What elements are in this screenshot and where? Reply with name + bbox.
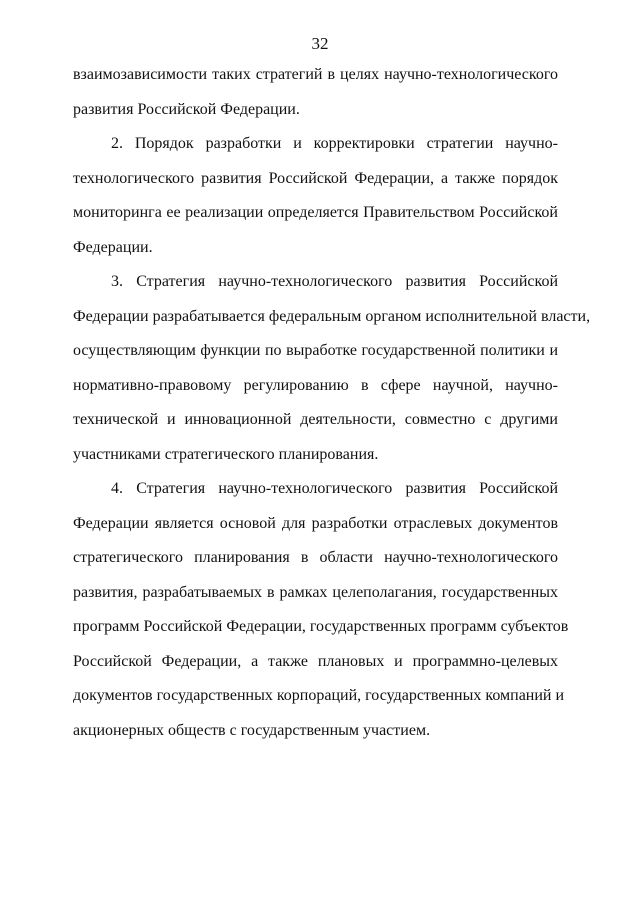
text-line: осуществляющим функции по выработке государственной политики и <box>73 342 558 359</box>
text-line: развития Российской Федерации. <box>73 100 300 118</box>
text-line: Федерации является основой для разработки отраслевых документов <box>73 514 558 532</box>
text-line: Федерации. <box>73 238 153 256</box>
document-body <box>73 64 591 754</box>
paragraph-4 <box>73 478 569 754</box>
text-line: технологического развития Российской Федерации, а также порядок <box>73 169 558 187</box>
text-line: 4. Стратегия научно-технологического развития Российской <box>111 480 558 497</box>
text-line: нормативно-правовому регулированию в сфере научной, научно- <box>73 376 558 394</box>
text-line: программ Российской Федерации, государственных программ субъектов <box>73 618 569 635</box>
text-line: 2. Порядок разработки и корректировки стратегии научно- <box>111 135 558 152</box>
text-line: документов государственных корпораций, государственных компаний и <box>73 687 565 704</box>
paragraph-3 <box>73 271 591 478</box>
paragraph-continuation <box>73 64 558 133</box>
text-line: взаимозависимости таких стратегий в целях научно-технологического <box>73 66 558 83</box>
text-line: акционерных обществ с государственным участием. <box>73 721 431 739</box>
page-number: 32 <box>311 34 329 53</box>
text-line: Российской Федерации, а также плановых и программно-целевых <box>73 652 558 670</box>
text-line: Федерации разрабатывается федеральным органом исполнительной власти, <box>73 307 591 325</box>
text-line: участниками стратегического планирования. <box>73 445 379 463</box>
text-line: технической и инновационной деятельности, совместно с другими <box>73 411 558 428</box>
text-line: развития, разрабатываемых в рамках целеполагания, государственных <box>73 583 558 601</box>
text-line: стратегического планирования в области научно-технологического <box>73 549 558 566</box>
text-line: мониторинга ее реализации определяется Правительством Российской <box>73 204 558 221</box>
paragraph-2 <box>73 133 558 271</box>
text-line: 3. Стратегия научно-технологического развития Российской <box>111 273 558 290</box>
